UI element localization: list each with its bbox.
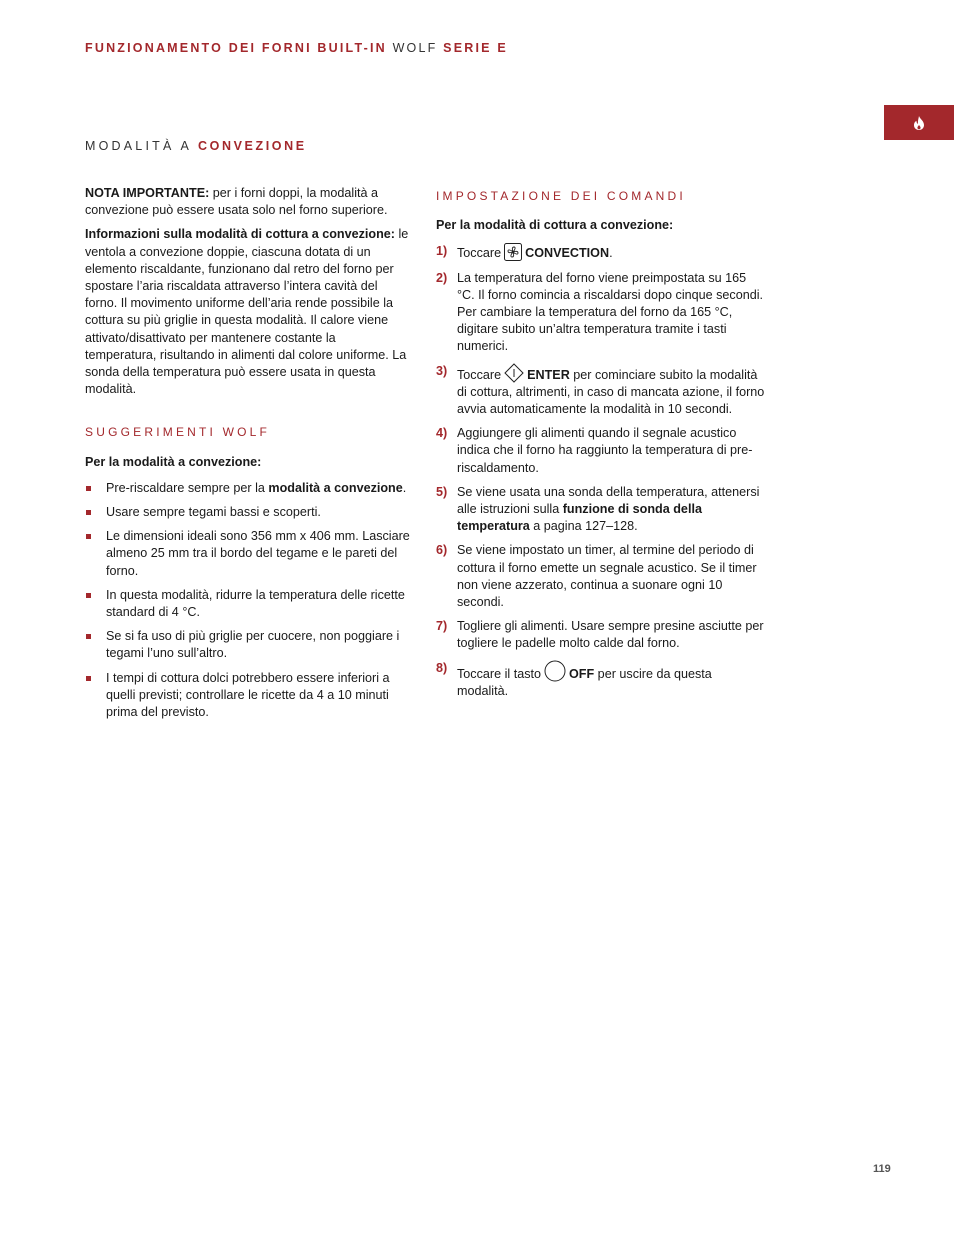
info-label: Informazioni sulla modalità di cottura a convezione:	[85, 227, 395, 242]
section-title	[85, 139, 307, 153]
enter-diamond-icon	[504, 363, 524, 383]
list-item	[436, 270, 766, 356]
step-number: 6)	[436, 543, 448, 558]
step-bold: CONVECTION	[525, 246, 610, 261]
tips-list	[85, 480, 410, 721]
step-number: 8)	[436, 660, 448, 675]
list-item	[436, 243, 766, 262]
list-item	[85, 587, 410, 621]
steps-list	[436, 243, 766, 700]
bullet-icon	[86, 634, 91, 639]
info-text: le ventola a convezione doppie, ciascuna dotata di un elemento riscaldante, funzionano dal retro del forno per spostare l’aria riscaldata attraverso l’intera cavità del forno. Il movimento uniforme dell’aria rende possibile la cottura su più griglie in questa modalità. Il calore viene attivato/disattivato per mantenere costante la temperatura, risultando in alimenti dal colore uniforme. La sonda della temperatura può essere usata in questa modalità.	[85, 227, 409, 397]
list-item	[85, 528, 410, 580]
step-number: 5)	[436, 484, 448, 499]
step-number: 1)	[436, 244, 448, 259]
running-header	[85, 41, 508, 55]
note-text: per i forni doppi, la modalità a convezione può essere usata solo nel forno superiore.	[85, 186, 388, 218]
off-circle-icon	[544, 660, 566, 682]
list-item	[436, 484, 766, 536]
list-item	[436, 618, 766, 652]
tip-text: Le dimensioni ideali sono 356 mm x 406 mm. Lasciare almeno 25 mm tra il bordo del tegame e le pareti del forno.	[106, 529, 410, 578]
important-note	[85, 185, 410, 219]
tip-text: In questa modalità, ridurre la temperatura delle ricette standard di 4 °C.	[106, 587, 405, 620]
controls-lead: Per la modalità di cottura a convezione:	[436, 218, 674, 233]
step-text: Aggiungere gli alimenti quando il segnale acustico indica che il forno ha raggiunto la temperatura di pre-riscaldamento.	[457, 426, 753, 475]
step-text: La temperatura del forno viene preimpostata su 165 °C. Il forno comincia a riscaldarsi dopo cinque secondi. Per cambiare la temperatura del forno da 165 °C, digitare subito un’altra temperatura tramite i tasti numerici.	[457, 270, 764, 354]
tip-text: I tempi di cottura dolci potrebbero essere inferiori a quelli previsti; controllare le ricette da 4 a 10 minuti prima del previsto.	[106, 670, 390, 720]
controls-heading: IMPOSTAZIONE DEI COMANDI	[436, 189, 686, 203]
convection-fan-icon	[504, 243, 522, 261]
step-end: per cominciare subito la modalità di cottura, altrimenti, in caso di mancata azione, il forno avvia automaticamente la modalità in 10 secondi.	[457, 367, 765, 417]
list-item	[85, 480, 410, 497]
list-item	[85, 628, 410, 662]
section-prefix: MODALITÀ A	[85, 139, 192, 153]
tips-lead: Per la modalità a convezione:	[85, 454, 262, 469]
step-number: 3)	[436, 363, 448, 378]
tips-heading: SUGGERIMENTI WOLF	[85, 425, 271, 440]
bullet-icon	[86, 510, 91, 515]
section-tab	[884, 105, 954, 140]
step-bold: ENTER	[527, 367, 570, 382]
step-number: 7)	[436, 619, 448, 634]
note-label: NOTA IMPORTANTE:	[85, 186, 210, 200]
bullet-icon	[86, 534, 91, 539]
convection-info	[85, 226, 410, 398]
step-end: a pagina 127–128.	[529, 519, 638, 534]
step-number: 2)	[436, 270, 448, 285]
header-title: FUNZIONAMENTO DEI FORNI BUILT-IN	[85, 41, 387, 55]
list-item	[436, 425, 766, 477]
right-column	[436, 188, 766, 707]
list-item	[85, 670, 410, 722]
step-number: 4)	[436, 426, 448, 441]
tip-bold: modalità a convezione	[268, 480, 403, 495]
flame-icon	[913, 116, 925, 130]
step-text: Toccare il tasto	[457, 666, 541, 681]
step-end: per uscire da questa modalità.	[457, 666, 712, 698]
step-text: Toccare	[457, 246, 502, 261]
bullet-icon	[86, 486, 91, 491]
list-item	[85, 504, 410, 521]
page-number: 119	[873, 1163, 891, 1175]
step-text: Se viene impostato un timer, al termine del periodo di cottura il forno emette un segnale acustico. Se il timer non viene azzerato, continua a suonare ogni 10 secondi.	[457, 543, 757, 610]
step-text: Togliere gli alimenti. Usare sempre presine asciutte per togliere le padelle molto calde dal forno.	[457, 619, 764, 651]
left-column	[85, 185, 410, 728]
list-item	[436, 660, 766, 700]
list-item	[436, 363, 766, 419]
step-text: Se viene usata una sonda della temperatura, attenersi alle istruzioni sulla	[457, 484, 760, 517]
list-item	[436, 542, 766, 611]
tip-end: .	[402, 480, 407, 495]
header-brand: WOLF	[392, 41, 438, 55]
step-end: .	[609, 246, 613, 261]
tip-text: Usare sempre tegami bassi e scoperti.	[106, 505, 321, 520]
step-bold: funzione di sonda della temperatura	[457, 502, 702, 534]
header-series: SERIE E	[443, 41, 508, 55]
step-bold: OFF	[569, 666, 595, 681]
tip-text: Pre-riscaldare sempre per la	[106, 480, 269, 495]
section-name: CONVEZIONE	[198, 139, 307, 153]
bullet-icon	[86, 676, 91, 681]
tip-text: Se si fa uso di più griglie per cuocere, non poggiare i tegami l’uno sull’altro.	[106, 629, 400, 661]
bullet-icon	[86, 593, 91, 598]
step-text: Toccare	[457, 367, 502, 382]
